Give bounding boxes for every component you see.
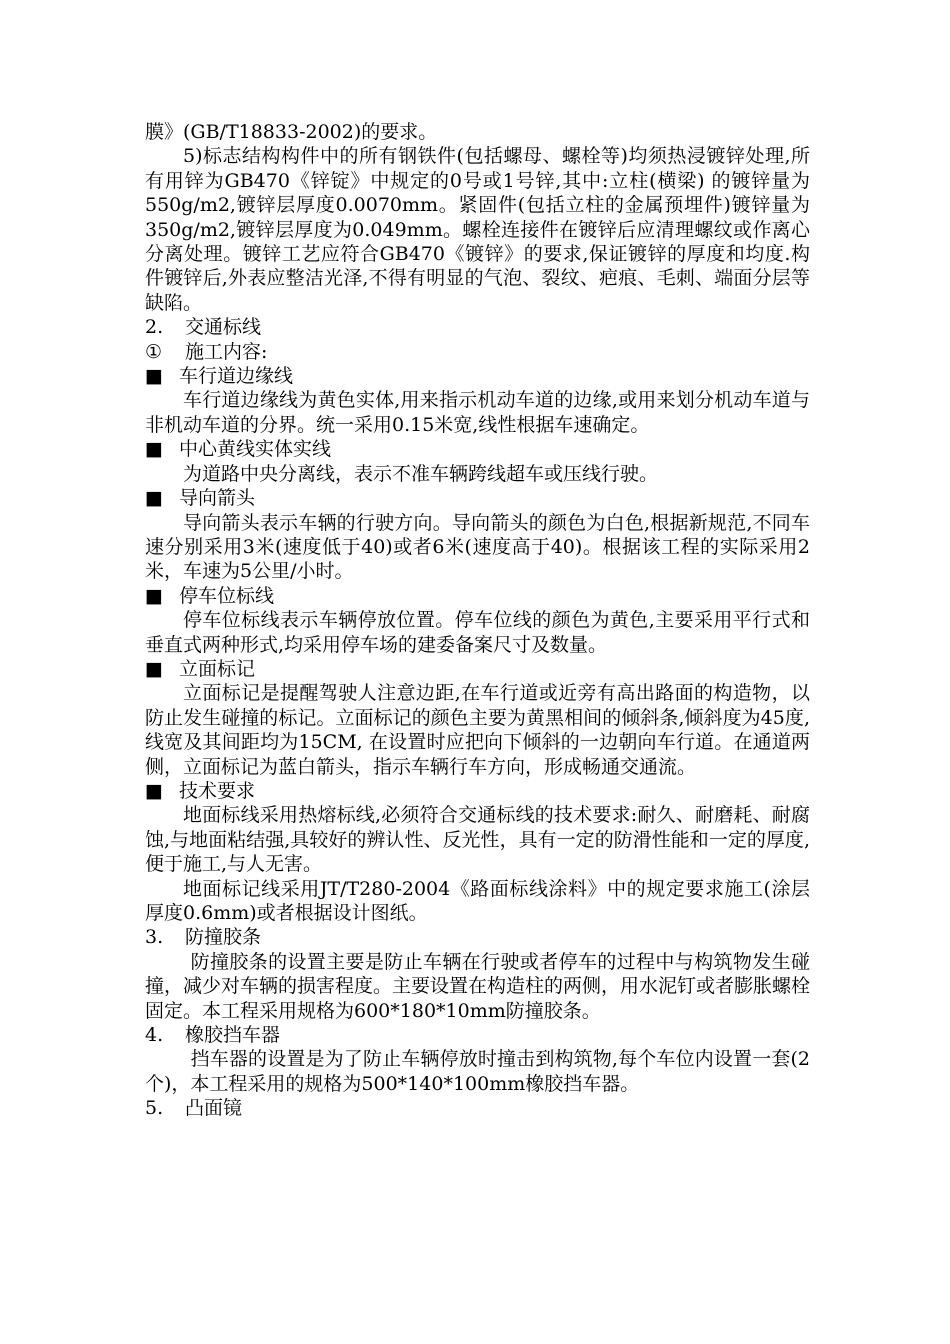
paragraph-marking-paint: 地面标记线采用JT/T280-2004《路面标线涂料》中的规定要求施工(涂层厚度0.6mm)或者根据设计图纸。 — [145, 877, 810, 924]
bullet-heading-edge-line — [145, 364, 810, 388]
bullet-title: 技术要求 — [179, 779, 256, 802]
bullet-heading-elevation-marks — [145, 657, 810, 681]
square-bullet-icon: ■ — [145, 584, 163, 607]
section-heading-convex-mirror — [145, 1096, 810, 1120]
document-body — [145, 120, 810, 1121]
section-title: 凸面镜 — [185, 1097, 243, 1120]
square-bullet-icon: ■ — [145, 779, 163, 802]
subsection-number: ① — [145, 340, 163, 363]
square-bullet-icon: ■ — [145, 438, 163, 461]
bullet-heading-parking-lines — [145, 584, 810, 608]
section-title: 橡胶挡车器 — [185, 1024, 281, 1047]
paragraph-arrows: 导向箭头表示车辆的行驶方向。导向箭头的颜色为白色,根据新规范,不同车速分别采用3米(速度低于40)或者6米(速度高于40)。根据该工程的实际采用2米，车速为5公里/小时。 — [145, 511, 810, 583]
paragraph-elevation-marks: 立面标记是提醒驾驶人注意边距,在车行道或近旁有高出路面的构造物，以防止发生碰撞的标记。立面标记的颜色主要为黄黑相间的倾斜条,倾斜度为45度,线宽及其间距均为15CM, 在设置时应把向下倾斜的一边朝向车行道。在通道两侧，立面标记为蓝白箭头，指示车辆行车方向，形成畅通交通流。 — [145, 682, 810, 778]
bullet-heading-center-line — [145, 437, 810, 461]
section-number: 5. — [145, 1097, 164, 1120]
bullet-title: 中心黄线实体实线 — [179, 438, 332, 461]
square-bullet-icon: ■ — [145, 365, 163, 388]
section-title: 防撞胶条 — [185, 926, 262, 949]
paragraph-galvanizing: 5)标志结构构件中的所有钢铁件(包括螺母、螺栓等)均须热浸镀锌处理,所有用锌为GB470《锌锭》中规定的0号或1号锌,其中:立柱(横梁) 的镀锌量为550g/m2,镀锌层厚度0.0070mm。紧固件(包括立柱的金属预埋件)镀锌量为350g/m2,镀锌层厚度为0.049mm。螺栓连接件在镀锌后应清理螺纹或作离心分离处理。镀锌工艺应符合GB470《镀锌》的要求,保证镀锌的厚度和均度.构件镀锌后,外表应整洁光泽,不得有明显的气泡、裂纹、疤痕、毛刺、端面分层等缺陷。 — [145, 145, 810, 314]
section-title: 交通标线 — [185, 316, 262, 339]
paragraph-edge-line: 车行道边缘线为黄色实体,用来指示机动车道的边缘,或用来划分机动车道与非机动车道的分界。统一采用0.15米宽,线性根据车速确定。 — [145, 389, 810, 436]
bullet-title: 停车位标线 — [179, 584, 275, 607]
paragraph-wheel-stopper: 挡车器的设置是为了防止车辆停放时撞击到构筑物,每个车位内设置一套(2个)，本工程采用的规格为500*140*100mm橡胶挡车器。 — [145, 1048, 810, 1095]
subsection-title: 施工内容: — [185, 340, 268, 363]
bullet-heading-arrows — [145, 486, 810, 510]
section-heading-anti-collision-strip — [145, 925, 810, 949]
section-number: 4. — [145, 1024, 164, 1047]
bullet-title: 车行道边缘线 — [179, 365, 294, 388]
bullet-heading-technical-requirements — [145, 779, 810, 803]
square-bullet-icon: ■ — [145, 487, 163, 510]
section-heading-traffic-markings — [145, 315, 810, 339]
section-number: 3. — [145, 926, 164, 949]
section-heading-wheel-stopper — [145, 1023, 810, 1047]
paragraph-continuation: 膜》(GB/T18833-2002)的要求。 — [145, 121, 438, 143]
subsection-heading-construction — [145, 340, 810, 364]
paragraph-technical-requirements: 地面标线采用热熔标线,必须符合交通标线的技术要求:耐久、耐磨耗、耐腐蚀,与地面粘结强,具较好的辨认性、反光性，具有一定的防滑性能和一定的厚度,便于施工,与人无害。 — [145, 804, 810, 876]
section-number: 2. — [145, 316, 164, 339]
paragraph-anti-collision-strip: 防撞胶条的设置主要是防止车辆在行驶或者停车的过程中与构筑物发生碰撞，减少对车辆的损害程度。主要设置在构造柱的两侧，用水泥钉或者膨胀螺栓固定。本工程采用规格为600*180*10mm防撞胶条。 — [145, 950, 811, 1022]
bullet-title: 导向箭头 — [179, 487, 256, 510]
bullet-title: 立面标记 — [179, 657, 256, 680]
square-bullet-icon: ■ — [145, 657, 163, 680]
paragraph-parking-lines: 停车位标线表示车辆停放位置。停车位线的颜色为黄色,主要采用平行式和垂直式两种形式,均采用停车场的建委备案尺寸及数量。 — [145, 609, 810, 656]
paragraph-center-line: 为道路中央分离线，表示不准车辆跨线超车或压线行驶。 — [183, 462, 659, 485]
